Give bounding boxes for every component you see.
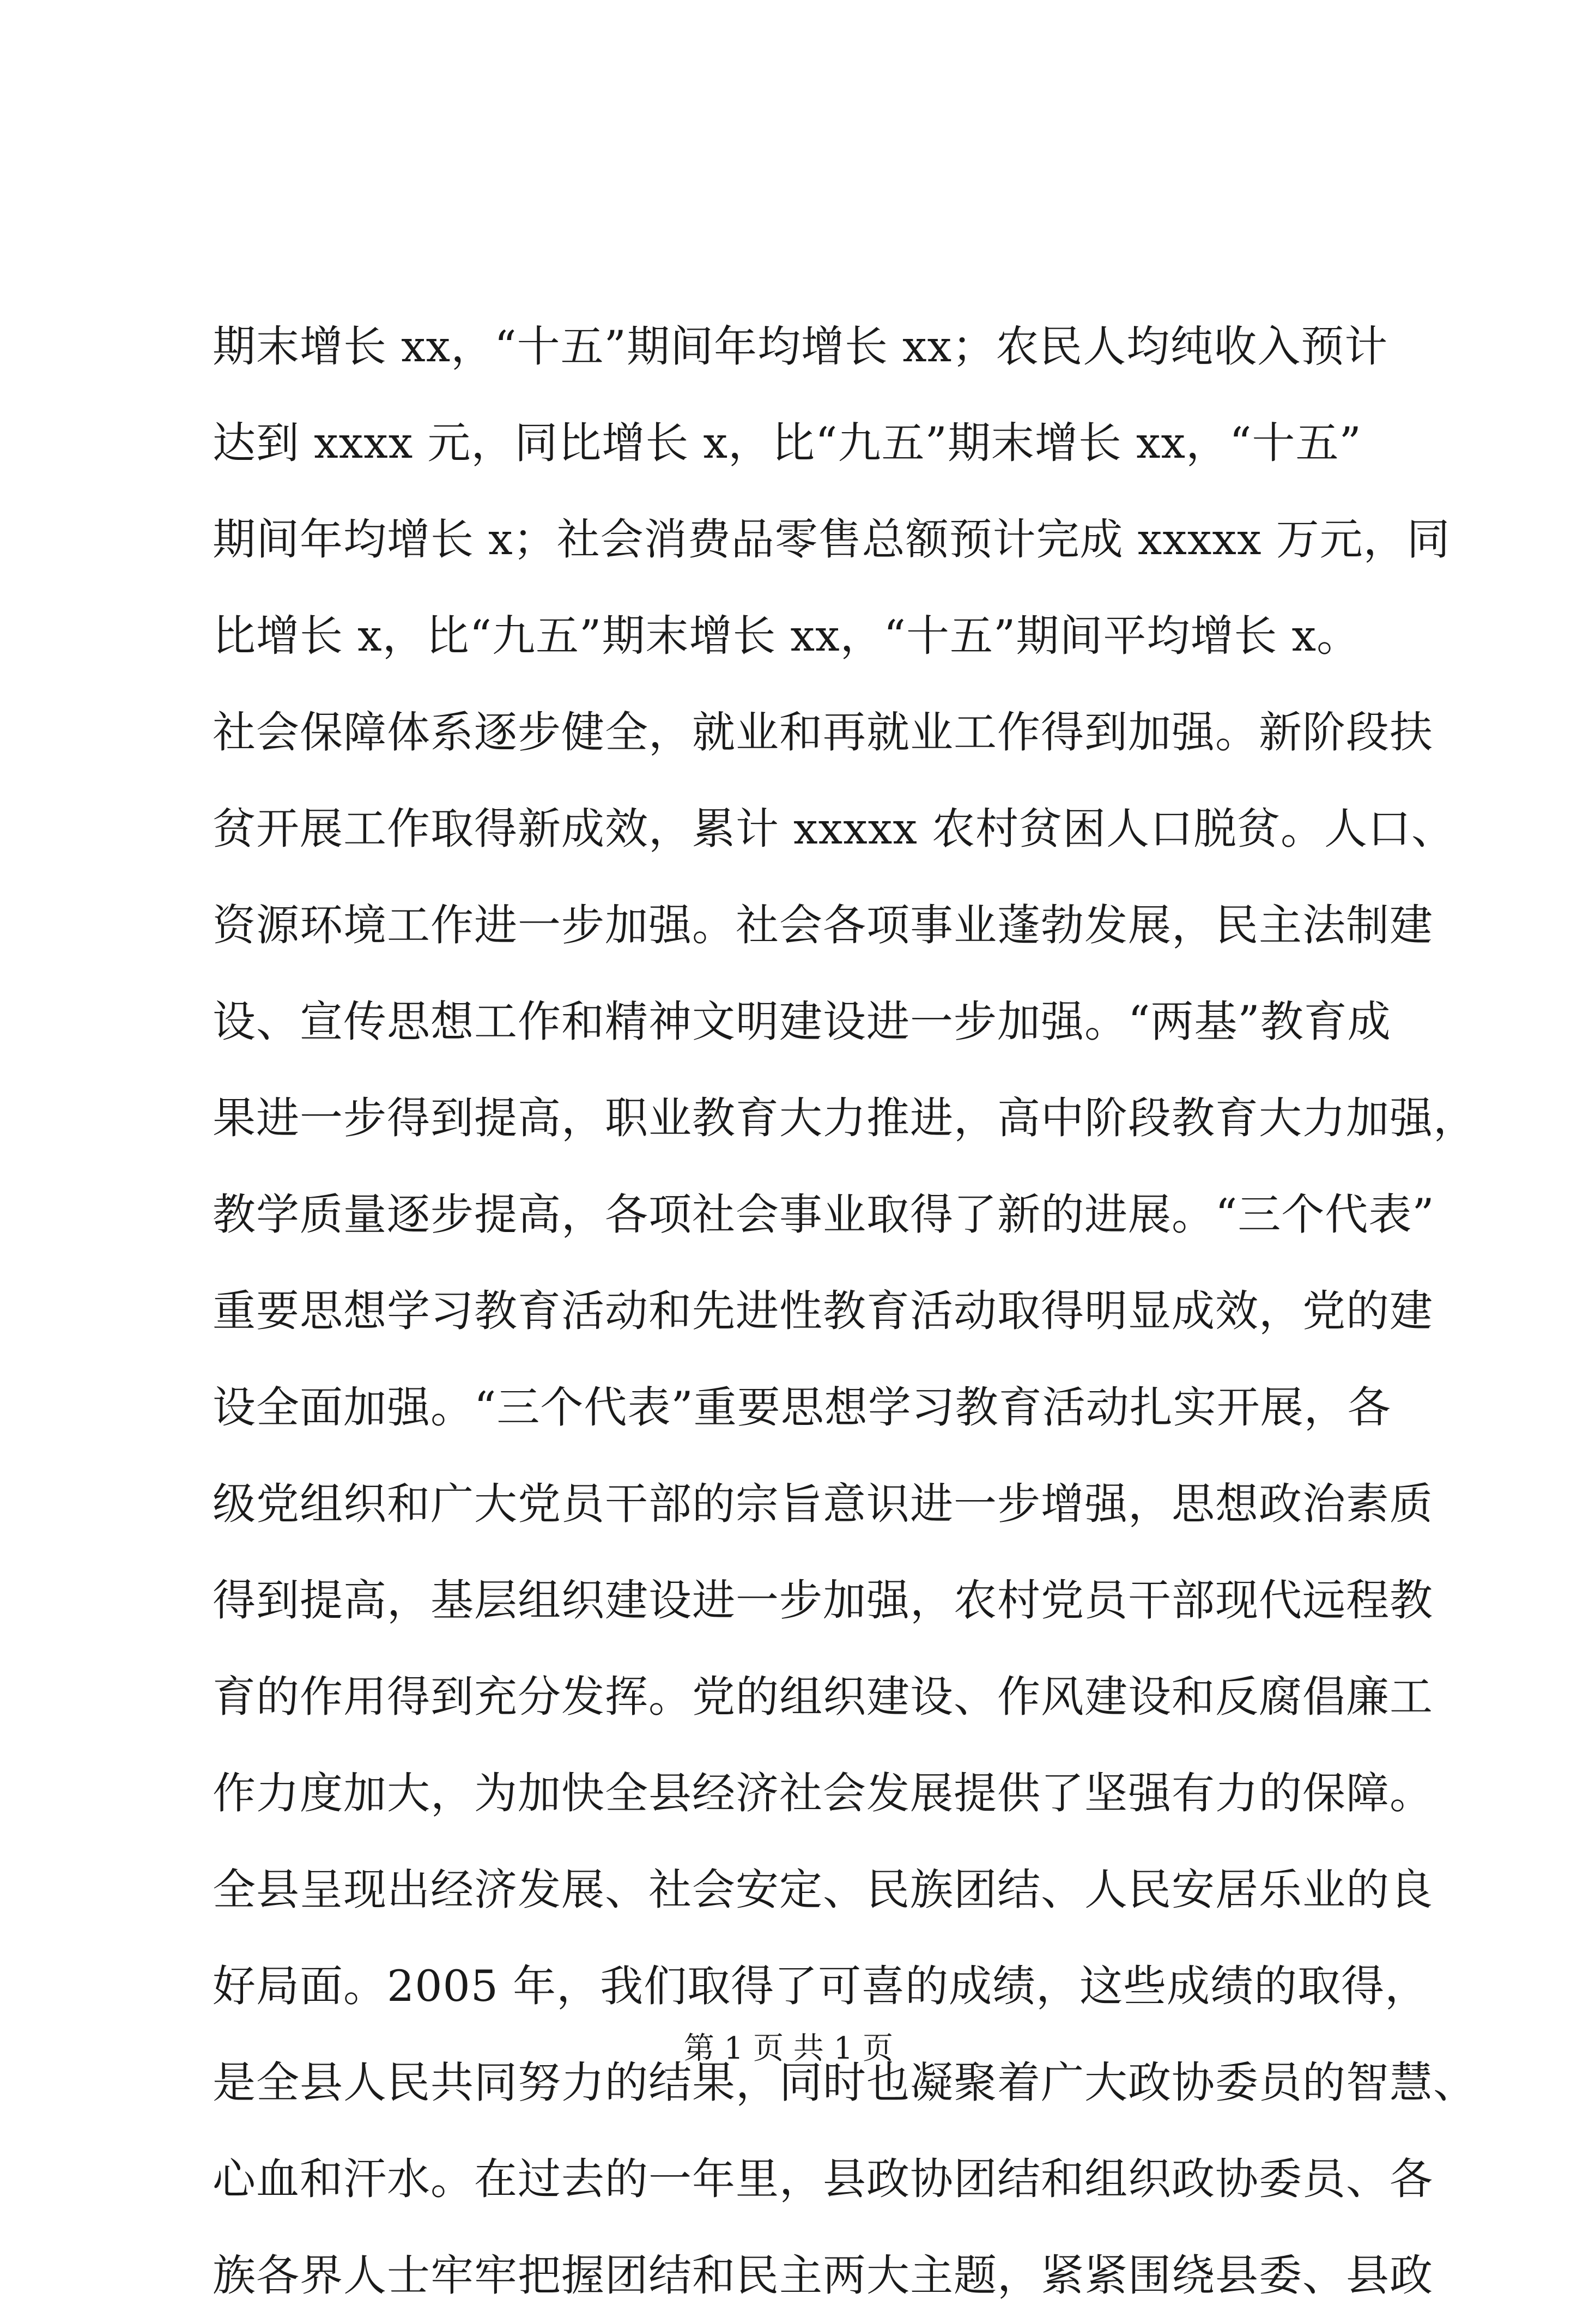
- text-line: 果进一步得到提高，职业教育大力推进，高中阶段教育大力加强，: [213, 1093, 1477, 1143]
- body-text: [213, 299, 1477, 2324]
- text-line: 社会保障体系逐步健全，就业和再就业工作得到加强。新阶段扶: [213, 707, 1433, 757]
- text-line: 教学质量逐步提高，各项社会事业取得了新的进展。“三个代表”: [213, 1190, 1435, 1240]
- text-line: 设、宣传思想工作和精神文明建设进一步加强。“两基”教育成: [213, 997, 1391, 1047]
- text-line: 作力度加大，为加快全县经济社会发展提供了坚强有力的保障。: [213, 1768, 1433, 1818]
- page-number: 第 1 页 共 1 页: [683, 2031, 894, 2066]
- text-line: 贫开展工作取得新成效，累计 xxxxx 农村贫困人口脱贫。人口、: [213, 804, 1455, 854]
- text-line: 得到提高，基层组织建设进一步加强，农村党员干部现代远程教: [213, 1575, 1433, 1625]
- text-line: 全县呈现出经济发展、社会安定、民族团结、人民安居乐业的良: [213, 1865, 1433, 1915]
- text-line: 级党组织和广大党员干部的宗旨意识进一步增强，思想政治素质: [213, 1479, 1433, 1529]
- text-line: 比增长 x，比“九五”期末增长 xx，“十五”期间平均增长 x。: [213, 611, 1361, 661]
- text-line: 期间年均增长 x；社会消费品零售总额预计完成 xxxxx 万元，同: [213, 514, 1451, 565]
- text-line: 心血和汗水。在过去的一年里，县政协团结和组织政协委员、各: [213, 2154, 1433, 2204]
- text-line: 族各界人士牢牢把握团结和民主两大主题，紧紧围绕县委、县政: [213, 2250, 1433, 2301]
- text-line: 期末增长 xx，“十五”期间年均增长 xx；农民人均纯收入预计: [213, 321, 1388, 372]
- text-line: 设全面加强。“三个代表”重要思想学习教育活动扎实开展，各: [213, 1382, 1391, 1433]
- text-line: 资源环境工作进一步加强。社会各项事业蓬勃发展，民主法制建: [213, 900, 1433, 950]
- text-line: 育的作用得到充分发挥。党的组织建设、作风建设和反腐倡廉工: [213, 1672, 1433, 1722]
- text-line: 是全县人民共同努力的结果，同时也凝聚着广大政协委员的智慧、: [213, 2058, 1477, 2108]
- text-line: 重要思想学习教育活动和先进性教育活动取得明显成效，党的建: [213, 1286, 1433, 1336]
- page-footer: [0, 2027, 1577, 2071]
- text-line: 好局面。2005 年，我们取得了可喜的成绩，这些成绩的取得，: [213, 1961, 1429, 2011]
- text-line: 达到 xxxx 元，同比增长 x，比“九五”期末增长 xx，“十五”: [213, 418, 1362, 468]
